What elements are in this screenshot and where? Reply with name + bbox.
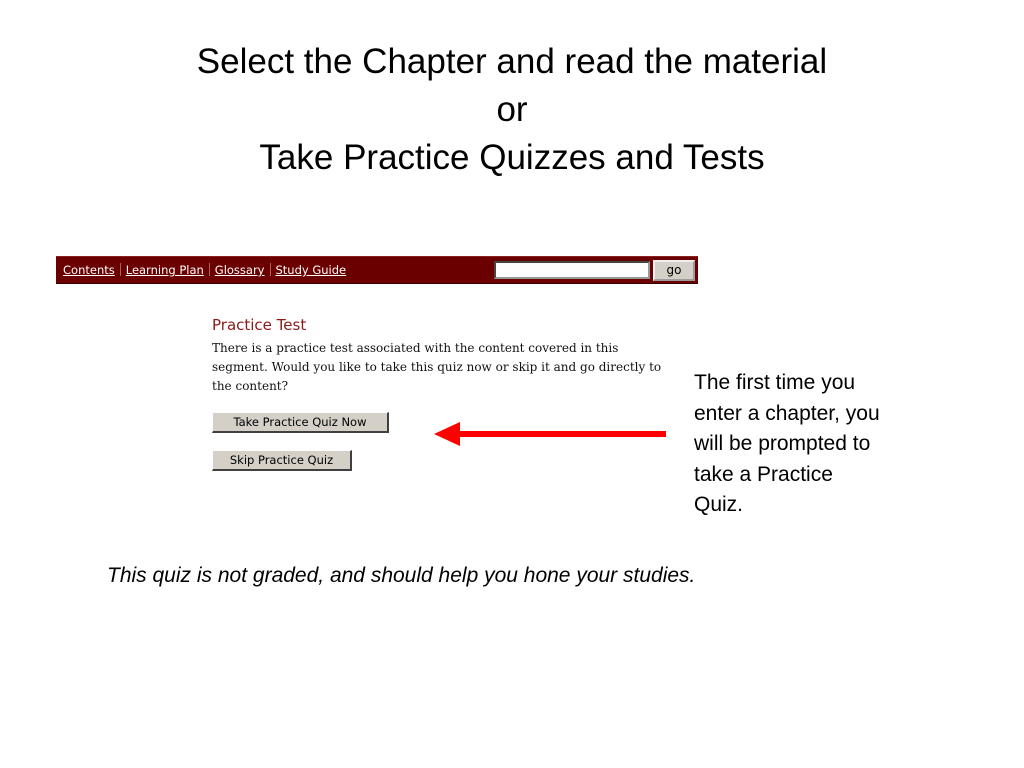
nav-links	[63, 263, 346, 277]
search-input[interactable]	[494, 261, 650, 279]
go-button[interactable]: go	[653, 260, 695, 281]
description-line: the content?	[212, 379, 289, 393]
slide-title	[0, 38, 1024, 182]
practice-test-heading: Practice Test	[212, 316, 307, 334]
nav-link-contents[interactable]: Contents	[63, 263, 115, 277]
callout-line: The first time you	[694, 371, 856, 394]
callout-text	[694, 368, 934, 521]
nav-link-study-guide[interactable]: Study Guide	[275, 263, 347, 277]
callout-line: enter a chapter, you	[694, 401, 880, 425]
description-line: segment. Would you like to take this quiz now or skip it and go directly to	[212, 360, 662, 374]
title-line-1: Select the Chapter and read the material	[196, 42, 828, 81]
callout-line: Quiz.	[694, 493, 744, 516]
callout-line: will be prompted to	[694, 432, 871, 455]
description-line: There is a practice test associated with the content covered in this	[212, 341, 619, 355]
title-line-3: Take Practice Quizzes and Tests	[259, 138, 765, 177]
title-line-2: or	[496, 90, 528, 129]
skip-practice-quiz-button[interactable]: Skip Practice Quiz	[212, 450, 352, 471]
take-practice-quiz-button[interactable]: Take Practice Quiz Now	[212, 412, 389, 433]
navigation-bar	[56, 256, 698, 284]
nav-separator	[209, 263, 210, 276]
nav-separator	[120, 263, 121, 276]
nav-link-glossary[interactable]: Glossary	[214, 263, 265, 277]
nav-separator	[270, 263, 271, 276]
callout-line: take a Practice	[694, 462, 833, 486]
left-arrow-icon	[430, 419, 670, 449]
practice-test-description	[212, 339, 692, 396]
nav-link-learning-plan[interactable]: Learning Plan	[125, 263, 204, 277]
footnote: This quiz is not graded, and should help you hone your studies.	[107, 564, 696, 587]
